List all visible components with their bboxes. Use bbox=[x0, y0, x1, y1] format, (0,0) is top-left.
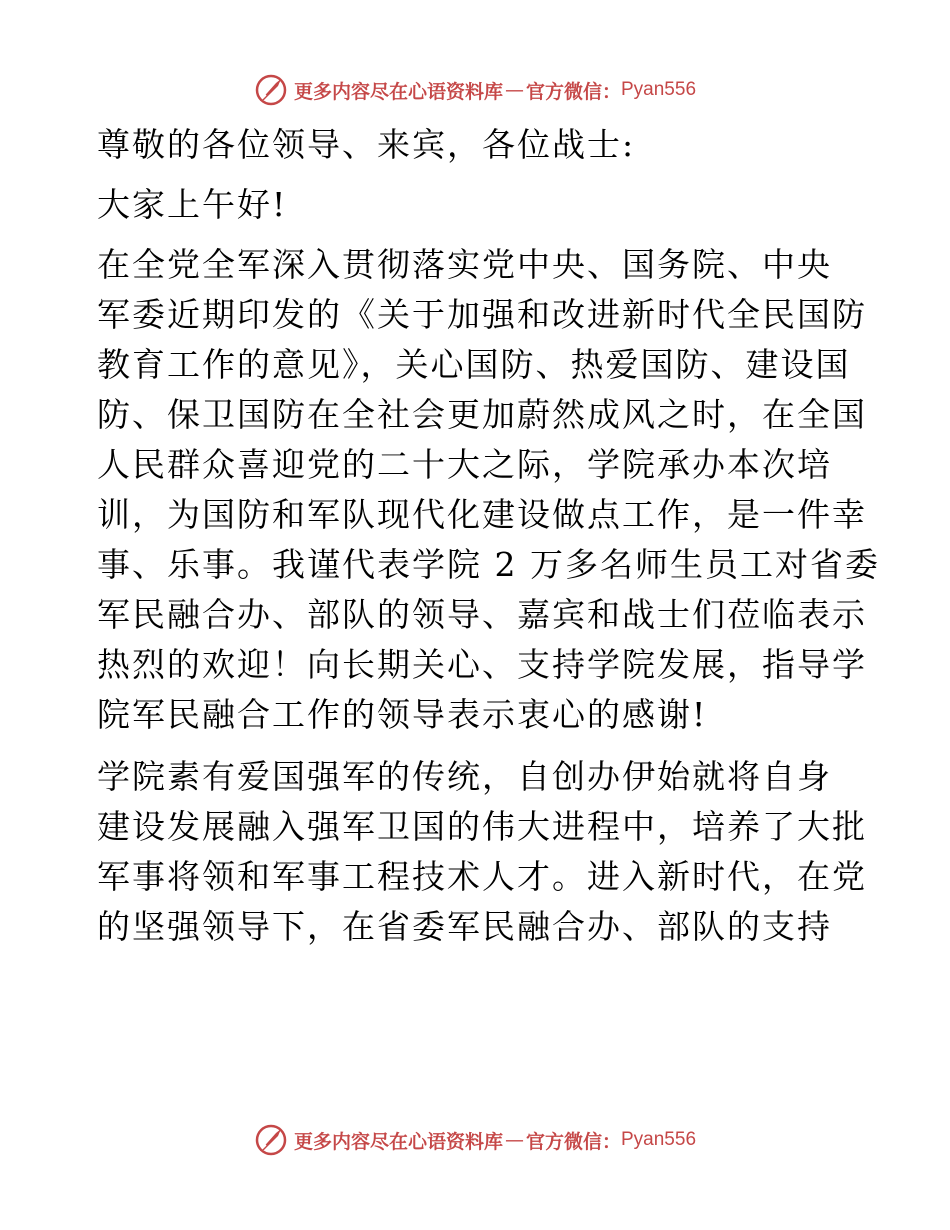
paragraph-line: 军委近期印发的《关于加强和改进新时代全民国防 bbox=[97, 295, 867, 334]
salutation: 尊敬的各位领导、来宾，各位战士: bbox=[97, 125, 636, 164]
paragraph-line: 建设发展融入强军卫国的伟大进程中，培养了大批 bbox=[97, 807, 867, 846]
banner-wechat-id: Pyan556 bbox=[621, 1129, 697, 1150]
paragraph-line: 训，为国防和军队现代化建设做点工作，是一件幸 bbox=[97, 495, 867, 534]
banner-wechat-label: 官方微信： bbox=[525, 1130, 621, 1153]
greeting: 大家上午好! bbox=[97, 185, 288, 224]
banner-dash: — bbox=[504, 1129, 524, 1151]
banner-main-text: 更多内容尽在心语资料库 bbox=[293, 1130, 503, 1153]
paragraph-line: 人民群众喜迎党的二十大之际，学院承办本次培 bbox=[97, 445, 832, 484]
paragraph-line: 的坚强领导下，在省委军民融合办、部队的支持 bbox=[97, 907, 832, 946]
paragraph-2 bbox=[97, 752, 867, 952]
paragraph-line: 防、保卫国防在全社会更加蔚然成风之时，在全国 bbox=[97, 395, 867, 434]
paragraph-line: 学院素有爱国强军的传统，自创办伊始就将自身 bbox=[97, 757, 832, 796]
quill-pen-logo-icon bbox=[254, 73, 288, 107]
paragraph-1 bbox=[97, 240, 880, 740]
paragraph-line: 事、乐事。我谨代表学院 2 万多名师生员工对省委 bbox=[97, 545, 880, 584]
paragraph-line: 教育工作的意见》，关心国防、热爱国防、建设国 bbox=[97, 345, 851, 384]
banner-wechat-id: Pyan556 bbox=[621, 79, 697, 100]
header-watermark-banner bbox=[0, 70, 950, 110]
paragraph-line: 军民融合办、部队的领导、嘉宾和战士们莅临表示 bbox=[97, 595, 867, 634]
banner-dash: — bbox=[504, 79, 524, 101]
paragraph-line: 在全党全军深入贯彻落实党中央、国务院、中央 bbox=[97, 245, 832, 284]
paragraph-line: 院军民融合工作的领导表示衷心的感谢! bbox=[97, 695, 708, 734]
paragraph-line: 军事将领和军事工程技术人才。进入新时代，在党 bbox=[97, 857, 867, 896]
paragraph-line: 热烈的欢迎！向长期关心、支持学院发展，指导学 bbox=[97, 645, 867, 684]
banner-wechat-label: 官方微信： bbox=[525, 80, 621, 103]
footer-watermark-banner bbox=[0, 1120, 950, 1160]
banner-main-text: 更多内容尽在心语资料库 bbox=[293, 80, 503, 103]
quill-pen-logo-icon bbox=[254, 1123, 288, 1157]
document-body bbox=[97, 120, 880, 952]
